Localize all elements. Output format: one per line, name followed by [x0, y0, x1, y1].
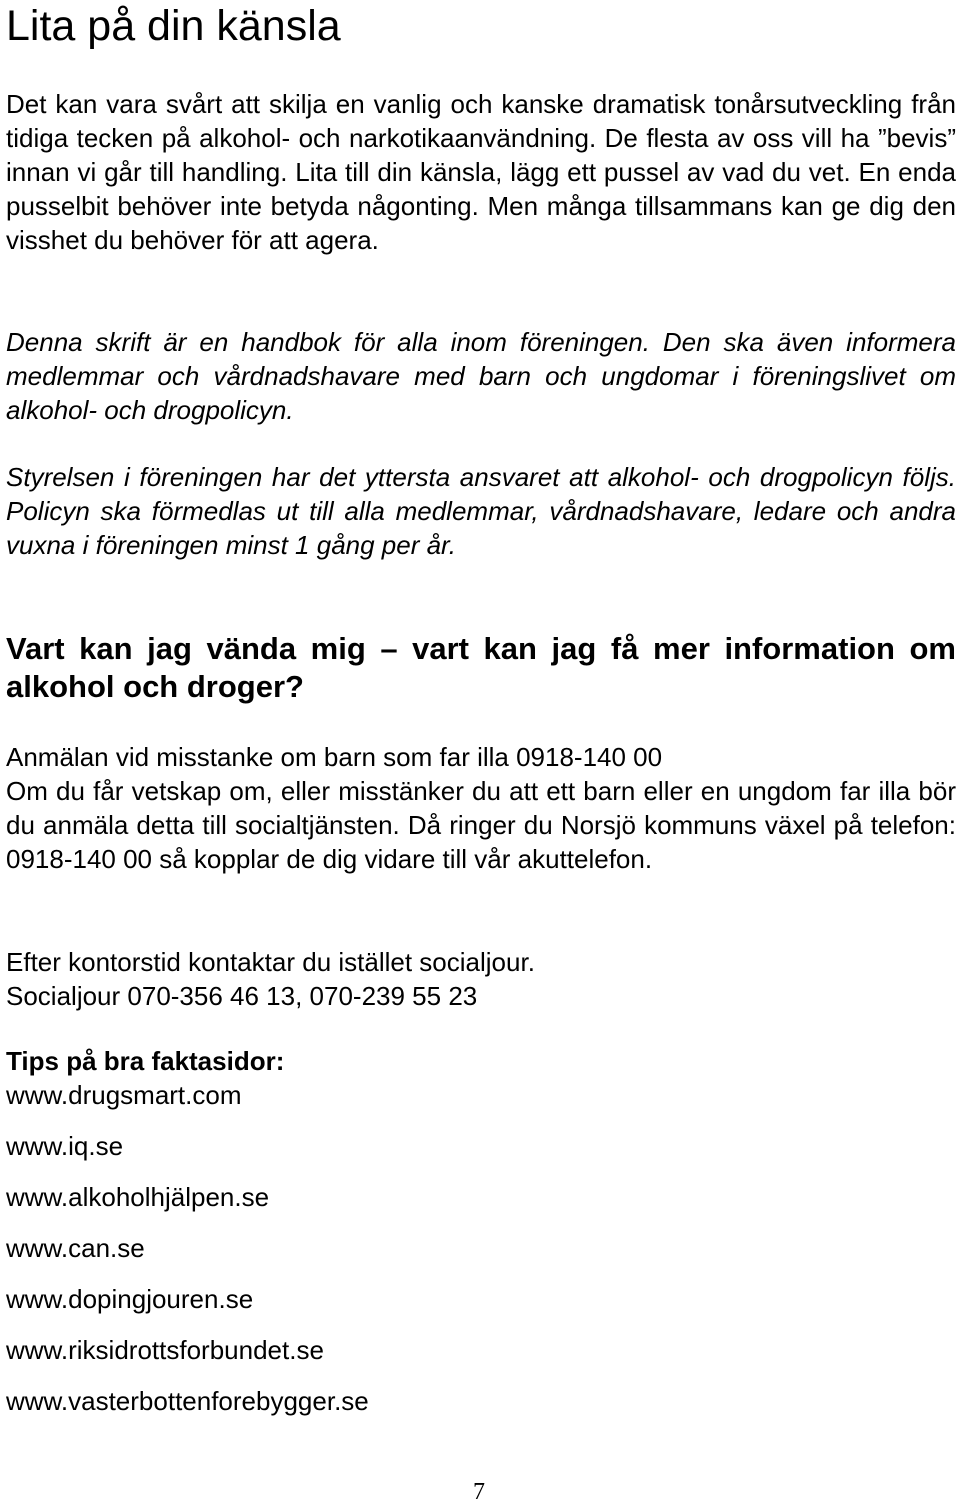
page-number: 7 [473, 1479, 485, 1505]
page-title: Lita på din känsla [6, 2, 341, 50]
board-responsibility-paragraph: Styrelsen i föreningen har det yttersta ansvaret att alkohol- och drogpolicyn följs. Policyn ska förmedlas ut till alla medlemmar, vårdnadshavare, ledare och andra vuxna i föreningen minst 1 gång per år. [6, 462, 956, 560]
socialjour-line: Socialjour 070-356 46 13, 070-239 55 23 [6, 981, 478, 1011]
fact-site-link[interactable]: www.vasterbottenforebygger.se [6, 1386, 369, 1416]
report-phone-line: Anmälan vid misstanke om barn som far illa 0918-140 00 [6, 742, 663, 772]
intro-paragraph: Det kan vara svårt att skilja en vanlig och kanske dramatisk tonårsutveckling från tidiga tecken på alkohol- och narkotikaanvändning. De flesta av oss vill ha ”bevis” innan vi går till handling. Lita till din känsla, lägg ett pussel av vad du vet. En enda pusselbit behöver inte betyda någonting. Men många tillsammans kan ge dig den visshet du behöver för att agera. [6, 89, 956, 255]
fact-site-link[interactable]: www.riksidrottsforbundet.se [6, 1335, 324, 1365]
fact-site-link[interactable]: www.can.se [6, 1233, 145, 1263]
fact-site-link[interactable]: www.alkoholhjälpen.se [6, 1182, 270, 1212]
report-paragraph: Om du får vetskap om, eller misstänker du att ett barn eller en ungdom far illa bör du anmäla detta till socialtjänsten. Då ringer du Norsjö kommuns växel på telefon: 0918-140 00 så kopplar de dig vidare till vår akuttelefon. [6, 776, 956, 874]
fact-site-link[interactable]: www.iq.se [6, 1131, 124, 1161]
fact-site-list [6, 1078, 369, 1435]
tips-heading: Tips på bra faktasidor: [6, 1046, 285, 1076]
after-hours-line: Efter kontorstid kontaktar du istället socialjour. [6, 947, 535, 977]
fact-site-link[interactable]: www.dopingjouren.se [6, 1284, 254, 1314]
section-heading: Vart kan jag vända mig – vart kan jag få mer information om alkohol och droger? [6, 631, 956, 704]
fact-site-link[interactable]: www.drugsmart.com [6, 1080, 242, 1110]
handbook-paragraph: Denna skrift är en handbok för alla inom föreningen. Den ska även informera medlemmar och vårdnadshavare med barn och ungdomar i föreningslivet om alkohol- och drogpolicyn. [6, 327, 956, 425]
